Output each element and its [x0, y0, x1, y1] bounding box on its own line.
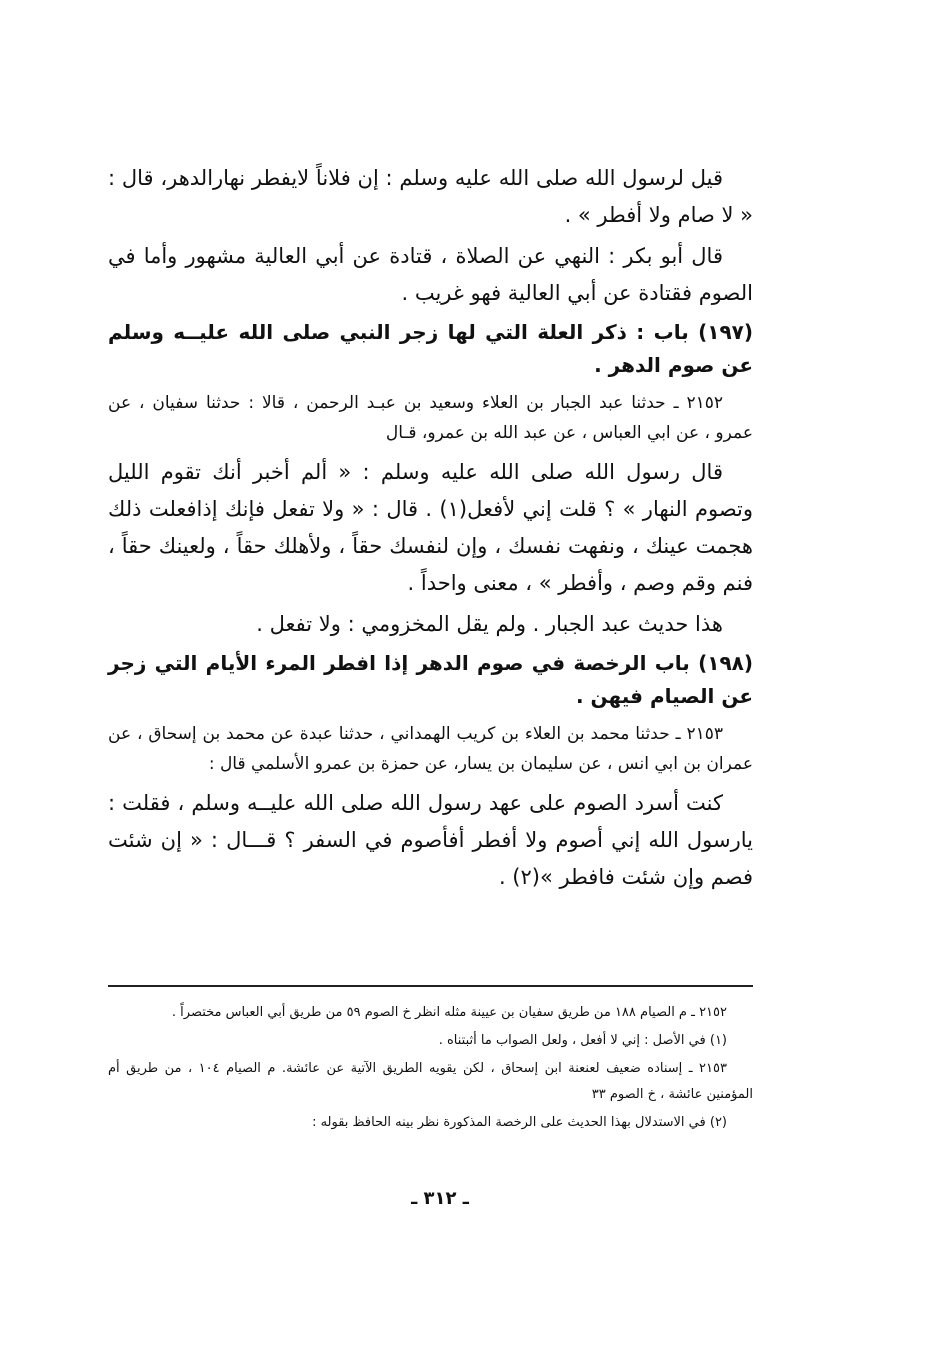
- page-number: ـ ٣١٢ ـ: [411, 1188, 469, 1209]
- paragraph: قال أبو بكر : النهي عن الصلاة ، قتادة عن أبي العالية مشهور وأما في الصوم فقتادة عن أبي العالية فهو غريب .: [108, 244, 753, 305]
- paragraph: قيل لرسول الله صلى الله عليه وسلم : إن فلاناً لايفطر نهارالدهر، قال : « لا صام ولا أفطر » .: [108, 166, 753, 227]
- footnote: ٢١٥٣ ـ إسناده ضعيف لعنعنة ابن إسحاق ، لكن يقويه الطريق الآتية عن عائشة. م الصيام ١٠٤ ، من طريق أم المؤمنين عائشة ، خ الصوم ٣٣: [108, 1061, 753, 1102]
- hadith-chain: ٢١٥٣ ـ حدثنا محمد بن العلاء بن كريب الهمداني ، حدثنا عبدة عن محمد بن إسحاق ، عن عمران بن ابي انس ، عن سليمان بن يسار، عن حمزة بن عمرو الأسلمي قال :: [108, 724, 753, 774]
- chapter-heading: (١٩٧) باب : ذكر العلة التي لها زجر النبي صلى الله عليــه وسلم عن صوم الدهر .: [108, 320, 753, 377]
- footnote: (٢) في الاستدلال بهذا الحديث على الرخصة المذكورة نظر بينه الحافظ بقوله :: [312, 1115, 727, 1130]
- footnote-divider: [108, 985, 753, 987]
- hadith-chain: ٢١٥٢ ـ حدثنا عبد الجبار بن العلاء وسعيد بن عبـد الرحمن ، قالا : حدثنا سفيان ، عن عمرو ، عن ابي العباس ، عن عبد الله بن عمرو، قـال: [108, 393, 753, 443]
- chapter-heading: (١٩٨) باب الرخصة في صوم الدهر إذا افطر المرء الأيام التي زجر عن الصيام فيهن .: [108, 651, 753, 708]
- paragraph: كنت أسرد الصوم على عهد رسول الله صلى الله عليــه وسلم ، فقلت : يارسول الله إني أصوم ولا أفطر أفأصوم في السفر ؟ قـــال : « إن شئت فصم وإن شئت فافطر »(٢) .: [108, 791, 753, 889]
- footnote: (١) في الأصل : إني لا أفعل ، ولعل الصواب ما أثبتناه .: [438, 1033, 727, 1048]
- paragraph: قال رسول الله صلى الله عليه وسلم : « ألم أخبر أنك تقوم الليل وتصوم النهار » ؟ قلت إني لأفعل(١) . قال : « ولا تفعل فإنك إذافعلت ذلك هجمت عينك ، ونفهت نفسك ، وإن لنفسك حقاً ، ولأهلك حقاً ، ولعينك حقاً ، فنم وقم وصم ، وأفطر » ، معنى واحداً .: [108, 460, 754, 595]
- footnotes: [108, 1000, 753, 1138]
- paragraph: هذا حديث عبد الجبار . ولم يقل المخزومي : ولا تفعل .: [256, 612, 723, 636]
- main-text: [108, 160, 753, 900]
- footnote: ٢١٥٢ ـ م الصيام ١٨٨ من طريق سفيان بن عيينة مثله انظر خ الصوم ٥٩ من طريق أبي العباس مختصراً .: [171, 1005, 727, 1020]
